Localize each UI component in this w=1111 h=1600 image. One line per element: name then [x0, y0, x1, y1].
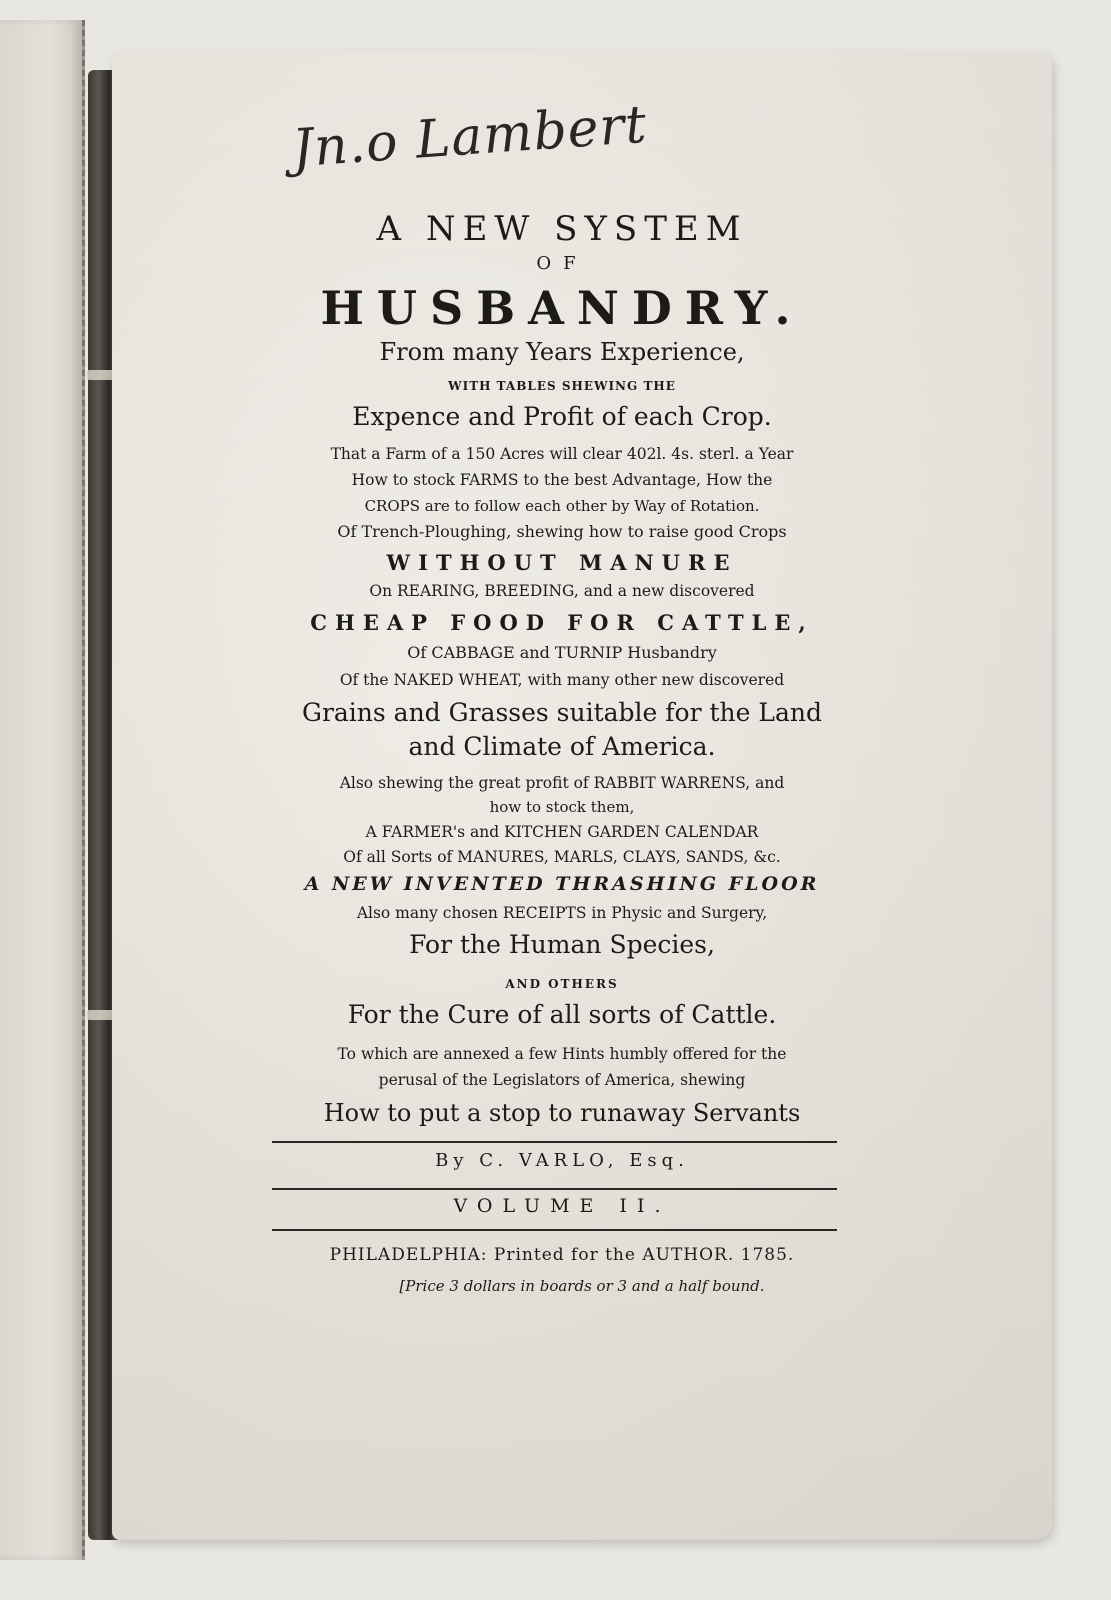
- text-line: Of the NAKED WHEAT, with many other new discovered: [339, 671, 785, 689]
- imprint-line: PHILADELPHIA: Printed for the AUTHOR. 1785.: [329, 1245, 795, 1265]
- text-line: Of CABBAGE and TURNIP Husbandry: [407, 643, 717, 662]
- volume-line: VOLUME II.: [453, 1195, 671, 1217]
- text-line: For the Cure of all sorts of Cattle.: [347, 1000, 777, 1029]
- divider-rule: [272, 1188, 837, 1190]
- text-line: Of all Sorts of MANURES, MARLS, CLAYS, SANDS, &c.: [343, 848, 781, 866]
- owner-signature: Jn.o Lambert: [290, 94, 650, 180]
- subtitle-line-2: WITH TABLES SHEWING THE: [448, 379, 676, 393]
- text-line: How to stock FARMS to the best Advantage, How the: [351, 471, 773, 489]
- price-line: [Price 3 dollars in boards or 3 and a half bound.: [399, 1277, 765, 1295]
- text-line: how to stock them,: [489, 798, 635, 816]
- title-line-1: A NEW SYSTEM: [376, 209, 748, 249]
- text-line: That a Farm of a 150 Acres will clear 402l. 4s. sterl. a Year: [330, 445, 794, 463]
- divider-rule: [272, 1141, 837, 1143]
- text-line: WITHOUT MANURE: [386, 550, 738, 575]
- divider-rule: [272, 1229, 837, 1231]
- text-line: Of Trench-Ploughing, shewing how to raise good Crops: [337, 522, 787, 541]
- title-page: [112, 52, 1052, 1540]
- text-line: How to put a stop to runaway Servants: [323, 1099, 801, 1127]
- subtitle-line-1: From many Years Experience,: [379, 338, 745, 366]
- text-line: Grains and Grasses suitable for the Land: [301, 698, 823, 727]
- text-line: perusal of the Legislators of America, shewing: [378, 1071, 746, 1089]
- text-line: On REARING, BREEDING, and a new discovered: [369, 582, 755, 600]
- text-line: Also shewing the great profit of RABBIT WARRENS, and: [339, 774, 785, 792]
- text-line: A FARMER's and KITCHEN GARDEN CALENDAR: [365, 823, 759, 841]
- text-line: CHEAP FOOD FOR CATTLE,: [310, 610, 814, 635]
- text-line: and Climate of America.: [408, 732, 716, 761]
- subtitle-line-3: Expence and Profit of each Crop.: [352, 402, 772, 431]
- text-line: A NEW INVENTED THRASHING FLOOR: [304, 873, 820, 895]
- text-line: For the Human Species,: [409, 930, 715, 959]
- title-line-3: HUSBANDRY.: [320, 281, 804, 335]
- text-line: CROPS are to follow each other by Way of Rotation.: [364, 497, 760, 515]
- text-line: AND OTHERS: [505, 977, 619, 991]
- text-line: Also many chosen RECEIPTS in Physic and Surgery,: [356, 904, 768, 922]
- left-cover-board: [0, 20, 85, 1560]
- author-line: By C. VARLO, Esq.: [435, 1150, 689, 1171]
- text-line: To which are annexed a few Hints humbly offered for the: [337, 1045, 787, 1063]
- title-line-2: OF: [536, 253, 588, 274]
